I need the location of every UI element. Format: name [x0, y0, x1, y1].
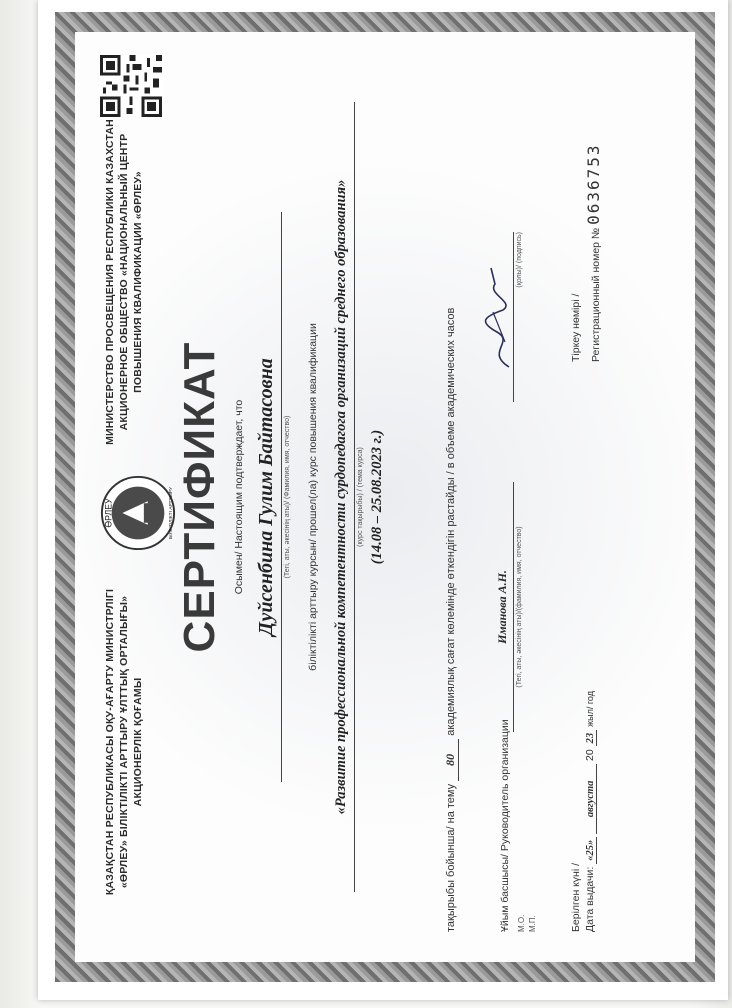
- course-underline: [354, 102, 355, 892]
- orleu-logo: [99, 474, 177, 552]
- header-right-line2: АКЦИОНЕРНОЕ ОБЩЕСТВО «НАЦИОНАЛЬНЫЙ ЦЕНТР: [118, 133, 130, 431]
- signatory-name-caption: (Тегі, аты, әкесінің аты)/(фамилия, имя, отчество): [516, 526, 523, 688]
- header-right: [103, 117, 145, 447]
- signatory-name: Иманова А.Н.: [495, 570, 509, 644]
- signature-role: Ұйым басшысы/ Руководитель организации: [499, 719, 511, 932]
- issue-day: «25»: [585, 837, 597, 864]
- header-right-line1: МИНИСТЕРСТВО ПРОСВЕЩЕНИЯ РЕСПУБЛИКИ КАЗАХСТАН: [104, 119, 116, 445]
- header-left-line2: «ӨРЛЕУ» БІЛІКТІЛІКТІ АРТТЫРУ ҰЛТТЫҚ ОРТАЛЫҒЫ»: [118, 595, 130, 889]
- confirm-text: Осымен/ Настоящим подтверждает, что: [233, 399, 245, 595]
- hours-prefix: тақырыбы бойынша/ на тему: [445, 783, 457, 932]
- header-left-line3: АКЦИОНЕРЛІК ҚОҒАМЫ: [132, 677, 144, 807]
- issue-month: августа: [585, 764, 597, 834]
- registration-label-kz: Тіркеу нөмірі /: [570, 293, 582, 362]
- svg-text:ӨРЛЕУ: ӨРЛЕУ: [103, 498, 114, 528]
- registration-row: [584, 143, 603, 362]
- mp-label-ru: М.П.: [528, 915, 537, 932]
- header-left-line1: ҚАЗАҚСТАН РЕСПУБЛИКАСЫ ОҚУ-АҒАРТУ МИНИСТРЛІГІ: [104, 588, 116, 896]
- issue-date-row: [584, 687, 597, 932]
- registration-label-ru: Регистрационный номер №: [590, 227, 602, 362]
- hours-suffix: академиялық сағат көлемінде өткендігін растайды / в объеме академических часов: [445, 307, 457, 736]
- issue-label-kz: Берілген күні /: [570, 863, 582, 932]
- course-intro: біліктілікті арттыру курсын/ прошел(ла) курс повышения квалификации: [307, 323, 319, 671]
- course-dates: (14.08 – 25.08.2023 г.): [369, 429, 385, 565]
- registration-number: 0636753: [584, 143, 603, 225]
- name-underline: [513, 482, 514, 732]
- hours-value: 80: [443, 739, 459, 781]
- header-right-line3: ПОВЫШЕНИЯ КВАЛИФИКАЦИИ «ӨРЛЕУ»: [132, 171, 144, 393]
- recipient-caption: (Тегі, аты, әкесінің аты)/ (Фамилия, имя, отчество): [284, 415, 291, 579]
- course-title: «Развитие профессиональной компетентности сурдопедагога организаций среднего образования»: [333, 179, 349, 815]
- header-left: [103, 577, 145, 907]
- certificate-body: [75, 32, 695, 962]
- issue-century: 20: [584, 749, 596, 761]
- issue-label-ru: Дата выдачи:: [584, 866, 596, 932]
- issue-year-label: жыл/ год: [585, 691, 596, 727]
- svg-text:БІЛІКТІЛІКТІ АРТТЫРУ: БІЛІКТІЛІКТІ АРТТЫРУ: [169, 487, 175, 539]
- issue-year: 23: [585, 730, 597, 747]
- qr-code-icon: [100, 55, 162, 117]
- hours-row: [443, 308, 459, 932]
- mp-label: М.О.: [517, 914, 526, 932]
- signature-underline: [513, 232, 514, 402]
- recipient-underline: [281, 212, 282, 782]
- rotated-content: [75, 32, 695, 962]
- course-caption: (курс тақырыбы) / (тема курса): [357, 447, 364, 547]
- recipient-name: Дуйсенбина Гулим Байтасовна: [255, 358, 277, 636]
- signature-caption: (қолы)/ (подпись): [516, 232, 523, 288]
- certificate-title: СЕРТИФИКАТ: [175, 341, 224, 653]
